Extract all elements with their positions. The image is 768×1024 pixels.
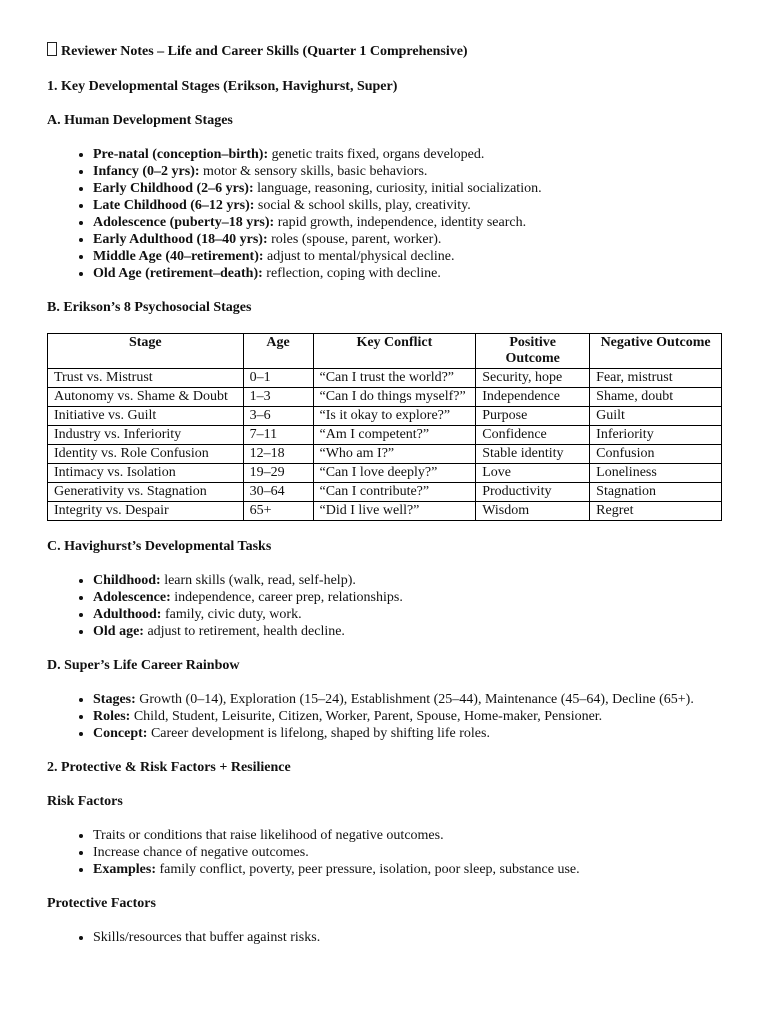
list-item: [93, 725, 721, 742]
table-cell: Confidence: [476, 426, 590, 445]
table-body: [48, 369, 722, 521]
list-item: [93, 623, 721, 640]
table-cell: “Can I contribute?”: [313, 483, 476, 502]
document-title-text: Reviewer Notes – Life and Career Skills (Quarter 1 Comprehensive): [61, 44, 468, 59]
list-item-label: Childhood:: [93, 573, 161, 588]
list-item: [93, 214, 721, 231]
risk-factors-heading: Risk Factors: [47, 794, 123, 809]
table-row: [48, 502, 722, 521]
table-header-row: [48, 334, 722, 369]
table-cell: Guilt: [590, 407, 722, 426]
list-item-text: family, civic duty, work.: [161, 607, 302, 622]
list-item-text: Increase chance of negative outcomes.: [93, 845, 309, 860]
table-cell: Initiative vs. Guilt: [48, 407, 244, 426]
section1b-heading: B. Erikson’s 8 Psychosocial Stages: [47, 300, 252, 315]
table-cell: 30–64: [243, 483, 313, 502]
list-item: [93, 180, 721, 197]
list-item-label: Pre-natal (conception–birth):: [93, 147, 269, 162]
table-cell: Productivity: [476, 483, 590, 502]
list-item-text: Child, Student, Leisurite, Citizen, Worker, Parent, Spouse, Home-maker, Pensioner.: [130, 709, 603, 724]
list-item-label: Middle Age (40–retirement):: [93, 249, 264, 264]
list-item-text: reflection, coping with decline.: [262, 266, 441, 281]
table-cell: 0–1: [243, 369, 313, 388]
list-item-text: independence, career prep, relationships.: [170, 590, 403, 605]
table-cell: Stagnation: [590, 483, 722, 502]
list-item: [93, 231, 721, 248]
list-item-text: Career development is lifelong, shaped by shifting life roles.: [147, 726, 490, 741]
list-item: [93, 827, 721, 844]
table-cell: Security, hope: [476, 369, 590, 388]
list-item: [93, 146, 721, 163]
table-cell: “Who am I?”: [313, 445, 476, 464]
table-cell: Purpose: [476, 407, 590, 426]
list-item-text: Skills/resources that buffer against risks.: [93, 930, 321, 945]
list-item-text: Traits or conditions that raise likelihood of negative outcomes.: [93, 828, 444, 843]
section2-heading: 2. Protective & Risk Factors + Resilience: [47, 760, 291, 775]
section1-heading: 1. Key Developmental Stages (Erikson, Havighurst, Super): [47, 79, 398, 94]
table-cell: Inferiority: [590, 426, 722, 445]
table-cell: Fear, mistrust: [590, 369, 722, 388]
table-cell: “Can I love deeply?”: [313, 464, 476, 483]
list-item-label: Adolescence (puberty–18 yrs):: [93, 215, 275, 230]
list-item-label: Examples:: [93, 862, 156, 877]
list-item-label: Roles:: [93, 709, 131, 724]
table-cell: 19–29: [243, 464, 313, 483]
table-cell: Regret: [590, 502, 722, 521]
column-header: Negative Outcome: [590, 334, 722, 369]
table-cell: Shame, doubt: [590, 388, 722, 407]
risk-factors-list: [47, 827, 721, 878]
list-item: [93, 606, 721, 623]
list-item: [93, 265, 721, 282]
table-cell: Intimacy vs. Isolation: [48, 464, 244, 483]
list-item-text: language, reasoning, curiosity, initial socialization.: [253, 181, 542, 196]
table-cell: Integrity vs. Despair: [48, 502, 244, 521]
table-row: [48, 464, 722, 483]
list-item: [93, 589, 721, 606]
table-cell: 65+: [243, 502, 313, 521]
list-item-label: Concept:: [93, 726, 148, 741]
list-item-text: motor & sensory skills, basic behaviors.: [199, 164, 428, 179]
list-item-text: family conflict, poverty, peer pressure, isolation, poor sleep, substance use.: [156, 862, 580, 877]
table-row: [48, 483, 722, 502]
table-cell: “Is it okay to explore?”: [313, 407, 476, 426]
table-cell: Independence: [476, 388, 590, 407]
table-cell: “Can I trust the world?”: [313, 369, 476, 388]
table-cell: “Can I do things myself?”: [313, 388, 476, 407]
column-header: Stage: [48, 334, 244, 369]
column-header: Key Conflict: [313, 334, 476, 369]
list-item: [93, 248, 721, 265]
table-row: [48, 426, 722, 445]
table-cell: Trust vs. Mistrust: [48, 369, 244, 388]
table-cell: 12–18: [243, 445, 313, 464]
protective-factors-heading: Protective Factors: [47, 896, 156, 911]
havighurst-list: [47, 572, 721, 640]
list-item: [93, 844, 721, 861]
table-cell: “Am I competent?”: [313, 426, 476, 445]
table-cell: 3–6: [243, 407, 313, 426]
human-development-list: [47, 146, 721, 282]
list-item-text: adjust to mental/physical decline.: [263, 249, 455, 264]
table-cell: Loneliness: [590, 464, 722, 483]
list-item-label: Infancy (0–2 yrs):: [93, 164, 200, 179]
list-item: [93, 929, 721, 946]
list-item-label: Adolescence:: [93, 590, 171, 605]
list-item: [93, 163, 721, 180]
table-cell: 7–11: [243, 426, 313, 445]
list-item-label: Early Childhood (2–6 yrs):: [93, 181, 254, 196]
list-item-text: Growth (0–14), Exploration (15–24), Establishment (25–44), Maintenance (45–64), Decline (65+).: [135, 692, 694, 707]
table-cell: Generativity vs. Stagnation: [48, 483, 244, 502]
table-cell: Autonomy vs. Shame & Doubt: [48, 388, 244, 407]
table-row: [48, 388, 722, 407]
protective-factors-list: [47, 929, 721, 946]
list-item: [93, 197, 721, 214]
table-cell: Stable identity: [476, 445, 590, 464]
list-item-text: rapid growth, independence, identity search.: [274, 215, 527, 230]
list-item-label: Stages:: [93, 692, 136, 707]
table-row: [48, 445, 722, 464]
super-list: [47, 691, 721, 742]
list-item-label: Old Age (retirement–death):: [93, 266, 263, 281]
list-item: [93, 861, 721, 878]
table-cell: Industry vs. Inferiority: [48, 426, 244, 445]
section1d-heading: D. Super’s Life Career Rainbow: [47, 658, 240, 673]
list-item-text: adjust to retirement, health decline.: [143, 624, 345, 639]
table-cell: Wisdom: [476, 502, 590, 521]
list-item: [93, 691, 721, 708]
list-item-label: Early Adulthood (18–40 yrs):: [93, 232, 268, 247]
table-cell: Confusion: [590, 445, 722, 464]
list-item-text: learn skills (walk, read, self-help).: [160, 573, 356, 588]
list-item-text: genetic traits fixed, organs developed.: [268, 147, 485, 162]
erikson-stages-table: [47, 333, 722, 521]
list-item-label: Old age:: [93, 624, 144, 639]
section1c-heading: C. Havighurst’s Developmental Tasks: [47, 539, 272, 554]
section1a-heading: A. Human Development Stages: [47, 113, 233, 128]
document-title: [47, 42, 721, 60]
list-item-text: roles (spouse, parent, worker).: [267, 232, 442, 247]
column-header: Positive Outcome: [476, 334, 590, 369]
table-row: [48, 407, 722, 426]
list-item: [93, 572, 721, 589]
table-cell: “Did I live well?”: [313, 502, 476, 521]
missing-glyph-icon: [47, 42, 57, 56]
table-row: [48, 369, 722, 388]
table-cell: Love: [476, 464, 590, 483]
list-item-label: Adulthood:: [93, 607, 162, 622]
table-cell: 1–3: [243, 388, 313, 407]
table-cell: Identity vs. Role Confusion: [48, 445, 244, 464]
list-item: [93, 708, 721, 725]
list-item-text: social & school skills, play, creativity.: [254, 198, 471, 213]
list-item-label: Late Childhood (6–12 yrs):: [93, 198, 255, 213]
column-header: Age: [243, 334, 313, 369]
